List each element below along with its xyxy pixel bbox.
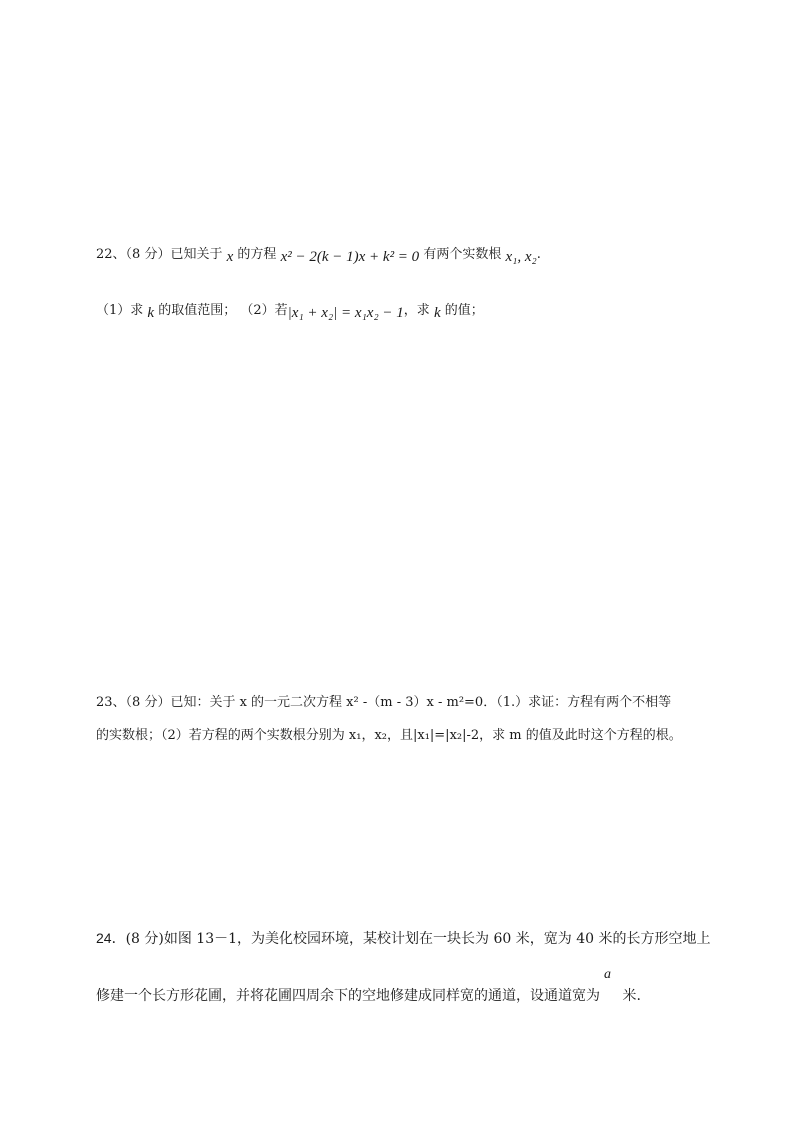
q22-condition: |x₁ + x₂| = x₁x₂ − 1 — [287, 305, 404, 321]
q22-part2-label: （2）若 — [240, 303, 288, 318]
q23-number: 23、 — [96, 695, 126, 710]
q24-text-line2: 修建一个长方形花圃，并将花圃四周余下的空地修建成同样宽的通道，设通道宽为 — [96, 988, 600, 1004]
q24-text-line1: 如图 13－1，为美化校园环境，某校计划在一块长为 60 米，宽为 40 米的长方形空地上 — [163, 931, 711, 947]
q24-var-a: a — [604, 967, 611, 982]
q22-var-k: k — [147, 305, 155, 321]
q22-var-x: x — [226, 249, 234, 265]
q24-line2 — [96, 987, 641, 1005]
q24-number: 24． — [96, 930, 126, 946]
q24-points: (8 分) — [125, 931, 164, 947]
q24-line1 — [96, 929, 710, 948]
q22-part1-label: （1）求 — [96, 303, 144, 318]
q22-roots: x₁, x₂ — [505, 249, 537, 265]
q22-number: 22、 — [96, 247, 126, 262]
q22-var-k-2: k — [433, 305, 441, 321]
q23-line2 — [96, 727, 682, 745]
q22-text2: 的方程 — [237, 247, 277, 262]
q23-line1 — [96, 694, 671, 712]
q22-points: （8 分） — [125, 247, 171, 262]
q22-text3: 有两个实数根 — [423, 247, 502, 262]
q22-line1 — [96, 245, 541, 264]
q23-points: （8 分） — [125, 695, 171, 710]
q23-text-line1: 已知：关于 x 的一元二次方程 x² -（m - 3）x - m²=0．（1.）求证：方程有两个不相等 — [170, 695, 672, 710]
q23-text-line2: 的实数根；（2）若方程的两个实数根分别为 x₁，x₂，且|x₁|=|x₂|-2，求 m 的值及此时这个方程的根。 — [96, 728, 682, 743]
q22-line2 — [96, 301, 484, 320]
q22-text1: 已知关于 — [170, 247, 223, 262]
q22-equation: x² − 2(k − 1)x + k² = 0 — [280, 249, 420, 265]
q22-part1-text: 的取值范围； — [158, 303, 237, 318]
q24-line2-end: 米. — [622, 988, 641, 1004]
q22-end: . — [536, 247, 541, 262]
q22-part2-end: 的值； — [444, 303, 484, 318]
q22-part2-text: ，求 — [403, 303, 430, 318]
